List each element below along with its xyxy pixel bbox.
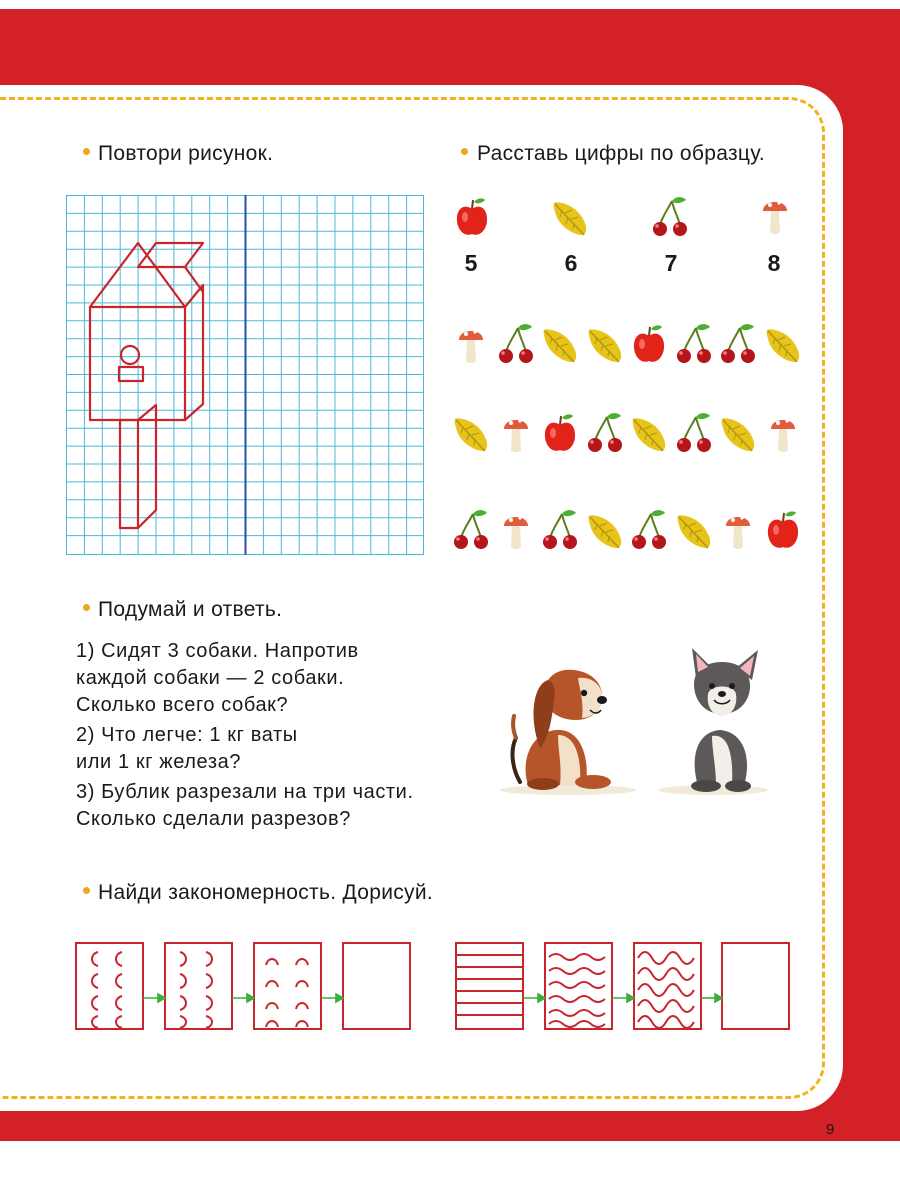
task-find-pattern: Найди закономерность. Дорисуй. [98, 881, 433, 904]
cherry-icon[interactable] [496, 322, 536, 368]
pattern-sequence-waves[interactable] [452, 940, 797, 1032]
cherry-icon[interactable] [629, 508, 669, 554]
question-3-line-2: Сколько сделали разрезов? [76, 808, 351, 830]
cherry-icon[interactable] [674, 411, 714, 457]
question-3-line-1: 3) Бублик разрезали на три части. [76, 781, 414, 803]
cherry-icon[interactable] [540, 508, 580, 554]
leaf-icon[interactable] [451, 411, 491, 457]
mushroom-icon[interactable] [496, 508, 536, 554]
mushroom-icon [755, 193, 795, 239]
leaf-icon[interactable] [629, 411, 669, 457]
pattern-sequence-arcs[interactable] [72, 940, 417, 1032]
leaf-icon[interactable] [718, 411, 758, 457]
legend-number: 7 [664, 250, 678, 276]
apple-icon[interactable] [763, 508, 803, 554]
leaf-icon[interactable] [763, 322, 803, 368]
page-number: 9 [826, 1121, 835, 1138]
question-1-line-1: 1) Сидят 3 собаки. Напротив [76, 640, 359, 662]
dogs-illustration [498, 640, 768, 802]
cherry-icon[interactable] [585, 411, 625, 457]
bullet-icon [83, 887, 90, 894]
drawing-grid[interactable] [66, 195, 424, 555]
bullet-icon [83, 604, 90, 611]
leaf-icon[interactable] [585, 508, 625, 554]
leaf-icon[interactable] [674, 508, 714, 554]
cherry-icon[interactable] [718, 322, 758, 368]
legend-number: 8 [767, 250, 781, 276]
legend-number: 6 [564, 250, 578, 276]
question-2-line-2: или 1 кг железа? [76, 751, 242, 773]
leaf-icon [550, 195, 590, 241]
empty-answer-box [343, 943, 410, 1029]
task-arrange-digits: Расставь цифры по образцу. [477, 142, 766, 165]
mushroom-icon[interactable] [718, 508, 758, 554]
bullet-icon [83, 148, 90, 155]
mushroom-icon[interactable] [763, 411, 803, 457]
legend-number: 5 [464, 250, 478, 276]
leaf-icon[interactable] [585, 322, 625, 368]
cherry-icon[interactable] [451, 508, 491, 554]
cherry-icon[interactable] [674, 322, 714, 368]
task-think-answer: Подумай и ответь. [98, 598, 283, 621]
apple-icon[interactable] [540, 411, 580, 457]
question-1-line-2: каждой собаки — 2 собаки. [76, 667, 345, 689]
apple-icon[interactable] [629, 322, 669, 368]
leaf-icon[interactable] [540, 322, 580, 368]
mushroom-icon[interactable] [451, 322, 491, 368]
mushroom-icon[interactable] [496, 411, 536, 457]
bullet-icon [461, 148, 468, 155]
empty-answer-box [722, 943, 789, 1029]
question-2-line-1: 2) Что легче: 1 кг ваты [76, 724, 298, 746]
task-repeat-drawing: Повтори рисунок. [98, 142, 274, 165]
question-1-line-3: Сколько всего собак? [76, 694, 289, 716]
cherry-icon [650, 195, 690, 241]
apple-icon [452, 195, 492, 241]
